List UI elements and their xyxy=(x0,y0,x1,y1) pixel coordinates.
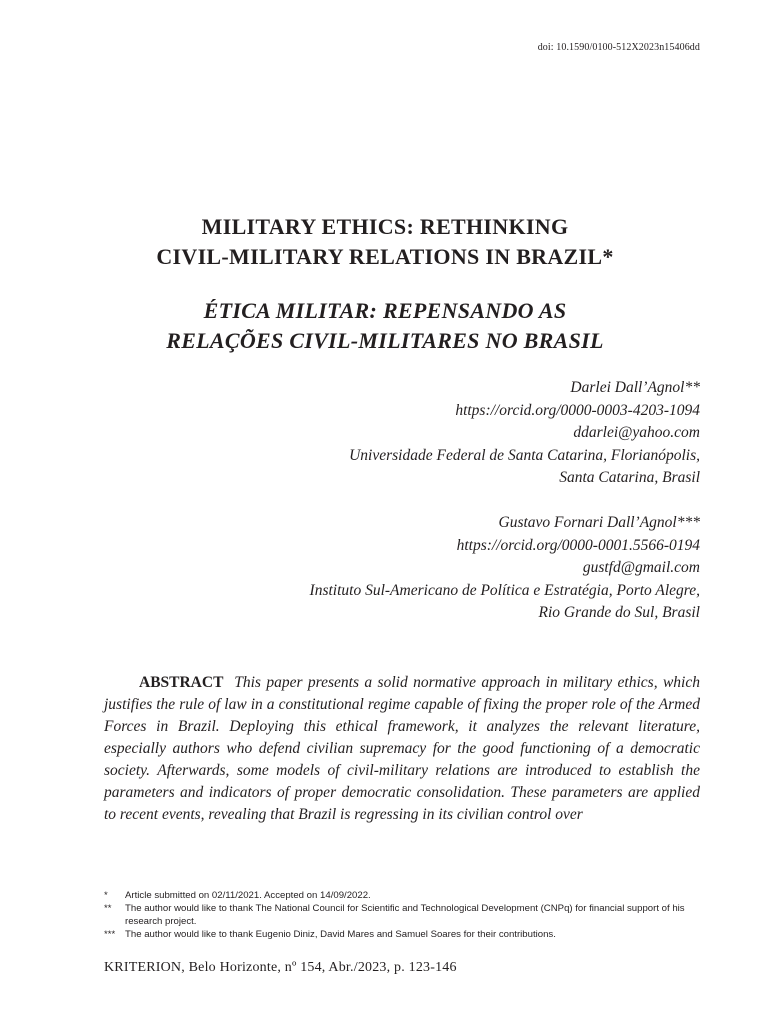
title-line: ÉTICA MILITAR: REPENSANDO AS xyxy=(203,298,567,323)
title-line: MILITARY ETHICS: RETHINKING xyxy=(201,214,569,239)
author-name: Darlei Dall’Agnol** xyxy=(570,379,700,396)
author-block xyxy=(349,377,700,490)
footnote-mark: * xyxy=(104,890,108,901)
footnote xyxy=(104,902,704,928)
footnote xyxy=(104,889,704,902)
author-orcid-link[interactable]: https://orcid.org/0000-0003-4203-1094 xyxy=(455,401,700,419)
footnote-mark: ** xyxy=(104,903,112,914)
author-name: Gustavo Fornari Dall’Agnol*** xyxy=(498,514,700,531)
author-affiliation: Santa Catarina, Brasil xyxy=(559,469,700,486)
doi-line: doi: 10.1590/0100-512X2023n15406dd xyxy=(537,42,700,53)
author-email-link[interactable]: ddarlei@yahoo.com xyxy=(573,424,700,441)
title-line: CIVIL-MILITARY RELATIONS IN BRAZIL* xyxy=(156,244,614,269)
footnote xyxy=(104,928,704,941)
author-orcid-link[interactable]: https://orcid.org/0000-0001.5566-0194 xyxy=(456,536,700,554)
footnotes xyxy=(104,889,704,941)
footnote-text: The author would like to thank The National Council for Scientific and Technological Development (CNPq) for financial support of his research project. xyxy=(125,903,685,927)
author-affiliation: Universidade Federal de Santa Catarina, Florianópolis, xyxy=(349,446,700,464)
author-affiliation: Rio Grande do Sul, Brasil xyxy=(538,604,700,621)
article-title-portuguese xyxy=(0,296,770,356)
author-email-link[interactable]: gustfd@gmail.com xyxy=(582,559,700,576)
footnote-mark: *** xyxy=(104,929,116,940)
author-affiliation: Instituto Sul-Americano de Política e Estratégia, Porto Alegre, xyxy=(309,581,700,599)
article-title-english xyxy=(0,212,770,272)
abstract-label: ABSTRACT xyxy=(139,674,224,691)
abstract-text: This paper presents a solid normative approach in military ethics, which justifies the rule of law in a constitutional regime capable of fixing the proper role of the Armed Forces in Brazil. Deploying this ethical framework, it analyzes the relevant literature, especially authors who defend civilian supremacy for the good functioning of a democratic society. Afterwards, some models of civil-military relations are introduced to establish the parameters and indicators of proper democratic consolidation. These parameters are applied to recent events, revealing that Brazil is regressing in its civilian control over xyxy=(104,674,700,823)
author-block xyxy=(310,512,700,625)
abstract xyxy=(104,672,700,826)
title-line: RELAÇÕES CIVIL-MILITARES NO BRASIL xyxy=(166,328,604,353)
journal-footer: KRITERION, Belo Horizonte, nº 154, Abr./2023, p. 123-146 xyxy=(104,960,457,975)
footnote-text: The author would like to thank Eugenio Diniz, David Mares and Samuel Soares for their contributions. xyxy=(125,929,556,940)
footnote-text: Article submitted on 02/11/2021. Accepted on 14/09/2022. xyxy=(125,890,371,901)
